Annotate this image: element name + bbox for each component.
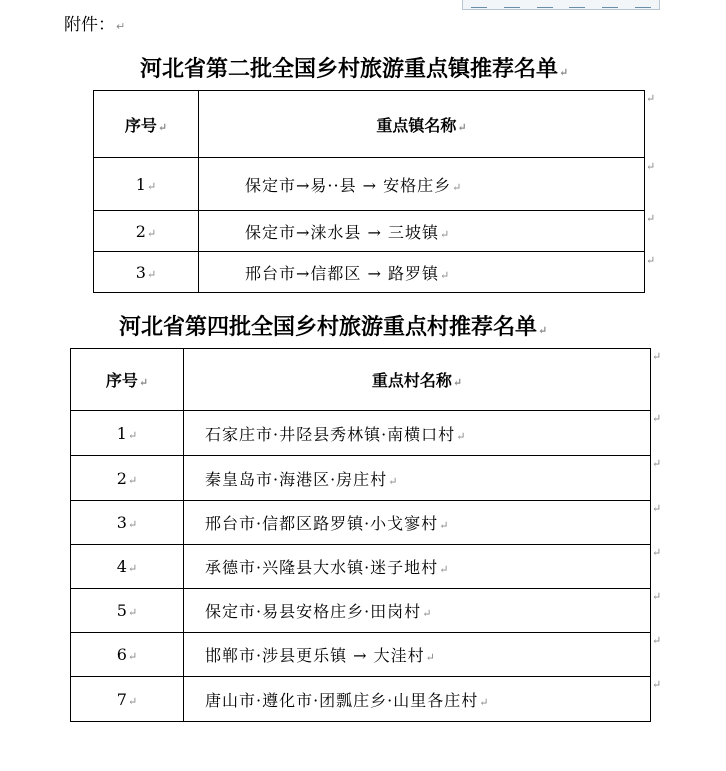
row-number: 7↵ bbox=[71, 677, 184, 722]
attachment-text: 附件： bbox=[64, 15, 115, 35]
row-number: 3↵ bbox=[71, 501, 184, 545]
table-row bbox=[71, 677, 651, 722]
table-row bbox=[94, 252, 645, 293]
row-name: 保定市·易县安格庄乡·田岗村↵ bbox=[184, 589, 651, 633]
row-number: 1↵ bbox=[94, 158, 199, 211]
paragraph-mark-icon: ↵ bbox=[559, 66, 569, 79]
row-name: 石家庄市·井陉县秀林镇·南横口村↵ bbox=[184, 411, 651, 456]
header-cell-name: 重点镇名称↵ bbox=[199, 91, 645, 158]
attachment-label bbox=[64, 10, 125, 35]
table-row bbox=[71, 545, 651, 589]
row-name: 保定市→易··县 → 安格庄乡↵ bbox=[199, 158, 645, 211]
table1-title-text: 河北省第二批全国乡村旅游重点镇推荐名单 bbox=[140, 56, 559, 82]
row-name: 承德市·兴隆县大水镇·迷子地村↵ bbox=[184, 545, 651, 589]
row-end-mark: ↵ bbox=[652, 546, 662, 559]
row-name: 邯郸市·涉县更乐镇 → 大洼村↵ bbox=[184, 633, 651, 677]
row-end-mark: ↵ bbox=[646, 92, 656, 105]
row-end-mark: ↵ bbox=[646, 254, 656, 267]
row-end-mark: ↵ bbox=[652, 590, 662, 603]
table-row bbox=[71, 456, 651, 501]
table1-title bbox=[140, 52, 568, 83]
paragraph-mark-icon: ↵ bbox=[538, 324, 548, 337]
table2-title bbox=[119, 310, 547, 341]
header-cell-number: 序号↵ bbox=[71, 349, 184, 411]
row-number: 3↵ bbox=[94, 252, 199, 293]
toolbar-icon[interactable] bbox=[569, 2, 585, 8]
toolbar-icon[interactable] bbox=[635, 2, 651, 8]
row-end-mark: ↵ bbox=[652, 350, 662, 363]
row-end-mark: ↵ bbox=[652, 412, 662, 425]
toolbar-icon[interactable] bbox=[602, 2, 618, 8]
window-toolbar-fragment bbox=[462, 0, 660, 10]
table-row bbox=[71, 501, 651, 545]
village-table bbox=[70, 348, 651, 722]
table2-title-text: 河北省第四批全国乡村旅游重点村推荐名单 bbox=[119, 314, 538, 340]
toolbar-icon[interactable] bbox=[537, 2, 553, 8]
row-end-mark: ↵ bbox=[646, 160, 656, 173]
toolbar-icon[interactable] bbox=[504, 2, 520, 8]
town-table bbox=[93, 90, 645, 293]
row-name: 邢台市→信都区 → 路罗镇↵ bbox=[199, 252, 645, 293]
table-row bbox=[71, 633, 651, 677]
row-name: 邢台市·信都区路罗镇·小戈寥村↵ bbox=[184, 501, 651, 545]
row-name: 秦皇岛市·海港区·房庄村↵ bbox=[184, 456, 651, 501]
row-end-mark: ↵ bbox=[652, 634, 662, 647]
table-row bbox=[94, 158, 645, 211]
row-name: 唐山市·遵化市·团瓢庄乡·山里各庄村↵ bbox=[184, 677, 651, 722]
row-number: 1↵ bbox=[71, 411, 184, 456]
row-number: 2↵ bbox=[94, 211, 199, 252]
row-end-mark: ↵ bbox=[652, 502, 662, 515]
row-number: 5↵ bbox=[71, 589, 184, 633]
table-row bbox=[94, 211, 645, 252]
header-cell-number: 序号↵ bbox=[94, 91, 199, 158]
row-number: 2↵ bbox=[71, 456, 184, 501]
row-end-mark: ↵ bbox=[652, 457, 662, 470]
row-number: 6↵ bbox=[71, 633, 184, 677]
row-name: 保定市→涞水县 → 三坡镇↵ bbox=[199, 211, 645, 252]
row-end-mark: ↵ bbox=[646, 212, 656, 225]
toolbar-icon[interactable] bbox=[471, 2, 487, 8]
row-end-mark: ↵ bbox=[652, 678, 662, 691]
paragraph-mark-icon: ↵ bbox=[116, 20, 126, 33]
header-cell-name: 重点村名称↵ bbox=[184, 349, 651, 411]
table-row bbox=[71, 411, 651, 456]
table-header-row bbox=[71, 349, 651, 411]
table-row bbox=[71, 589, 651, 633]
table-header-row bbox=[94, 91, 645, 158]
row-number: 4↵ bbox=[71, 545, 184, 589]
